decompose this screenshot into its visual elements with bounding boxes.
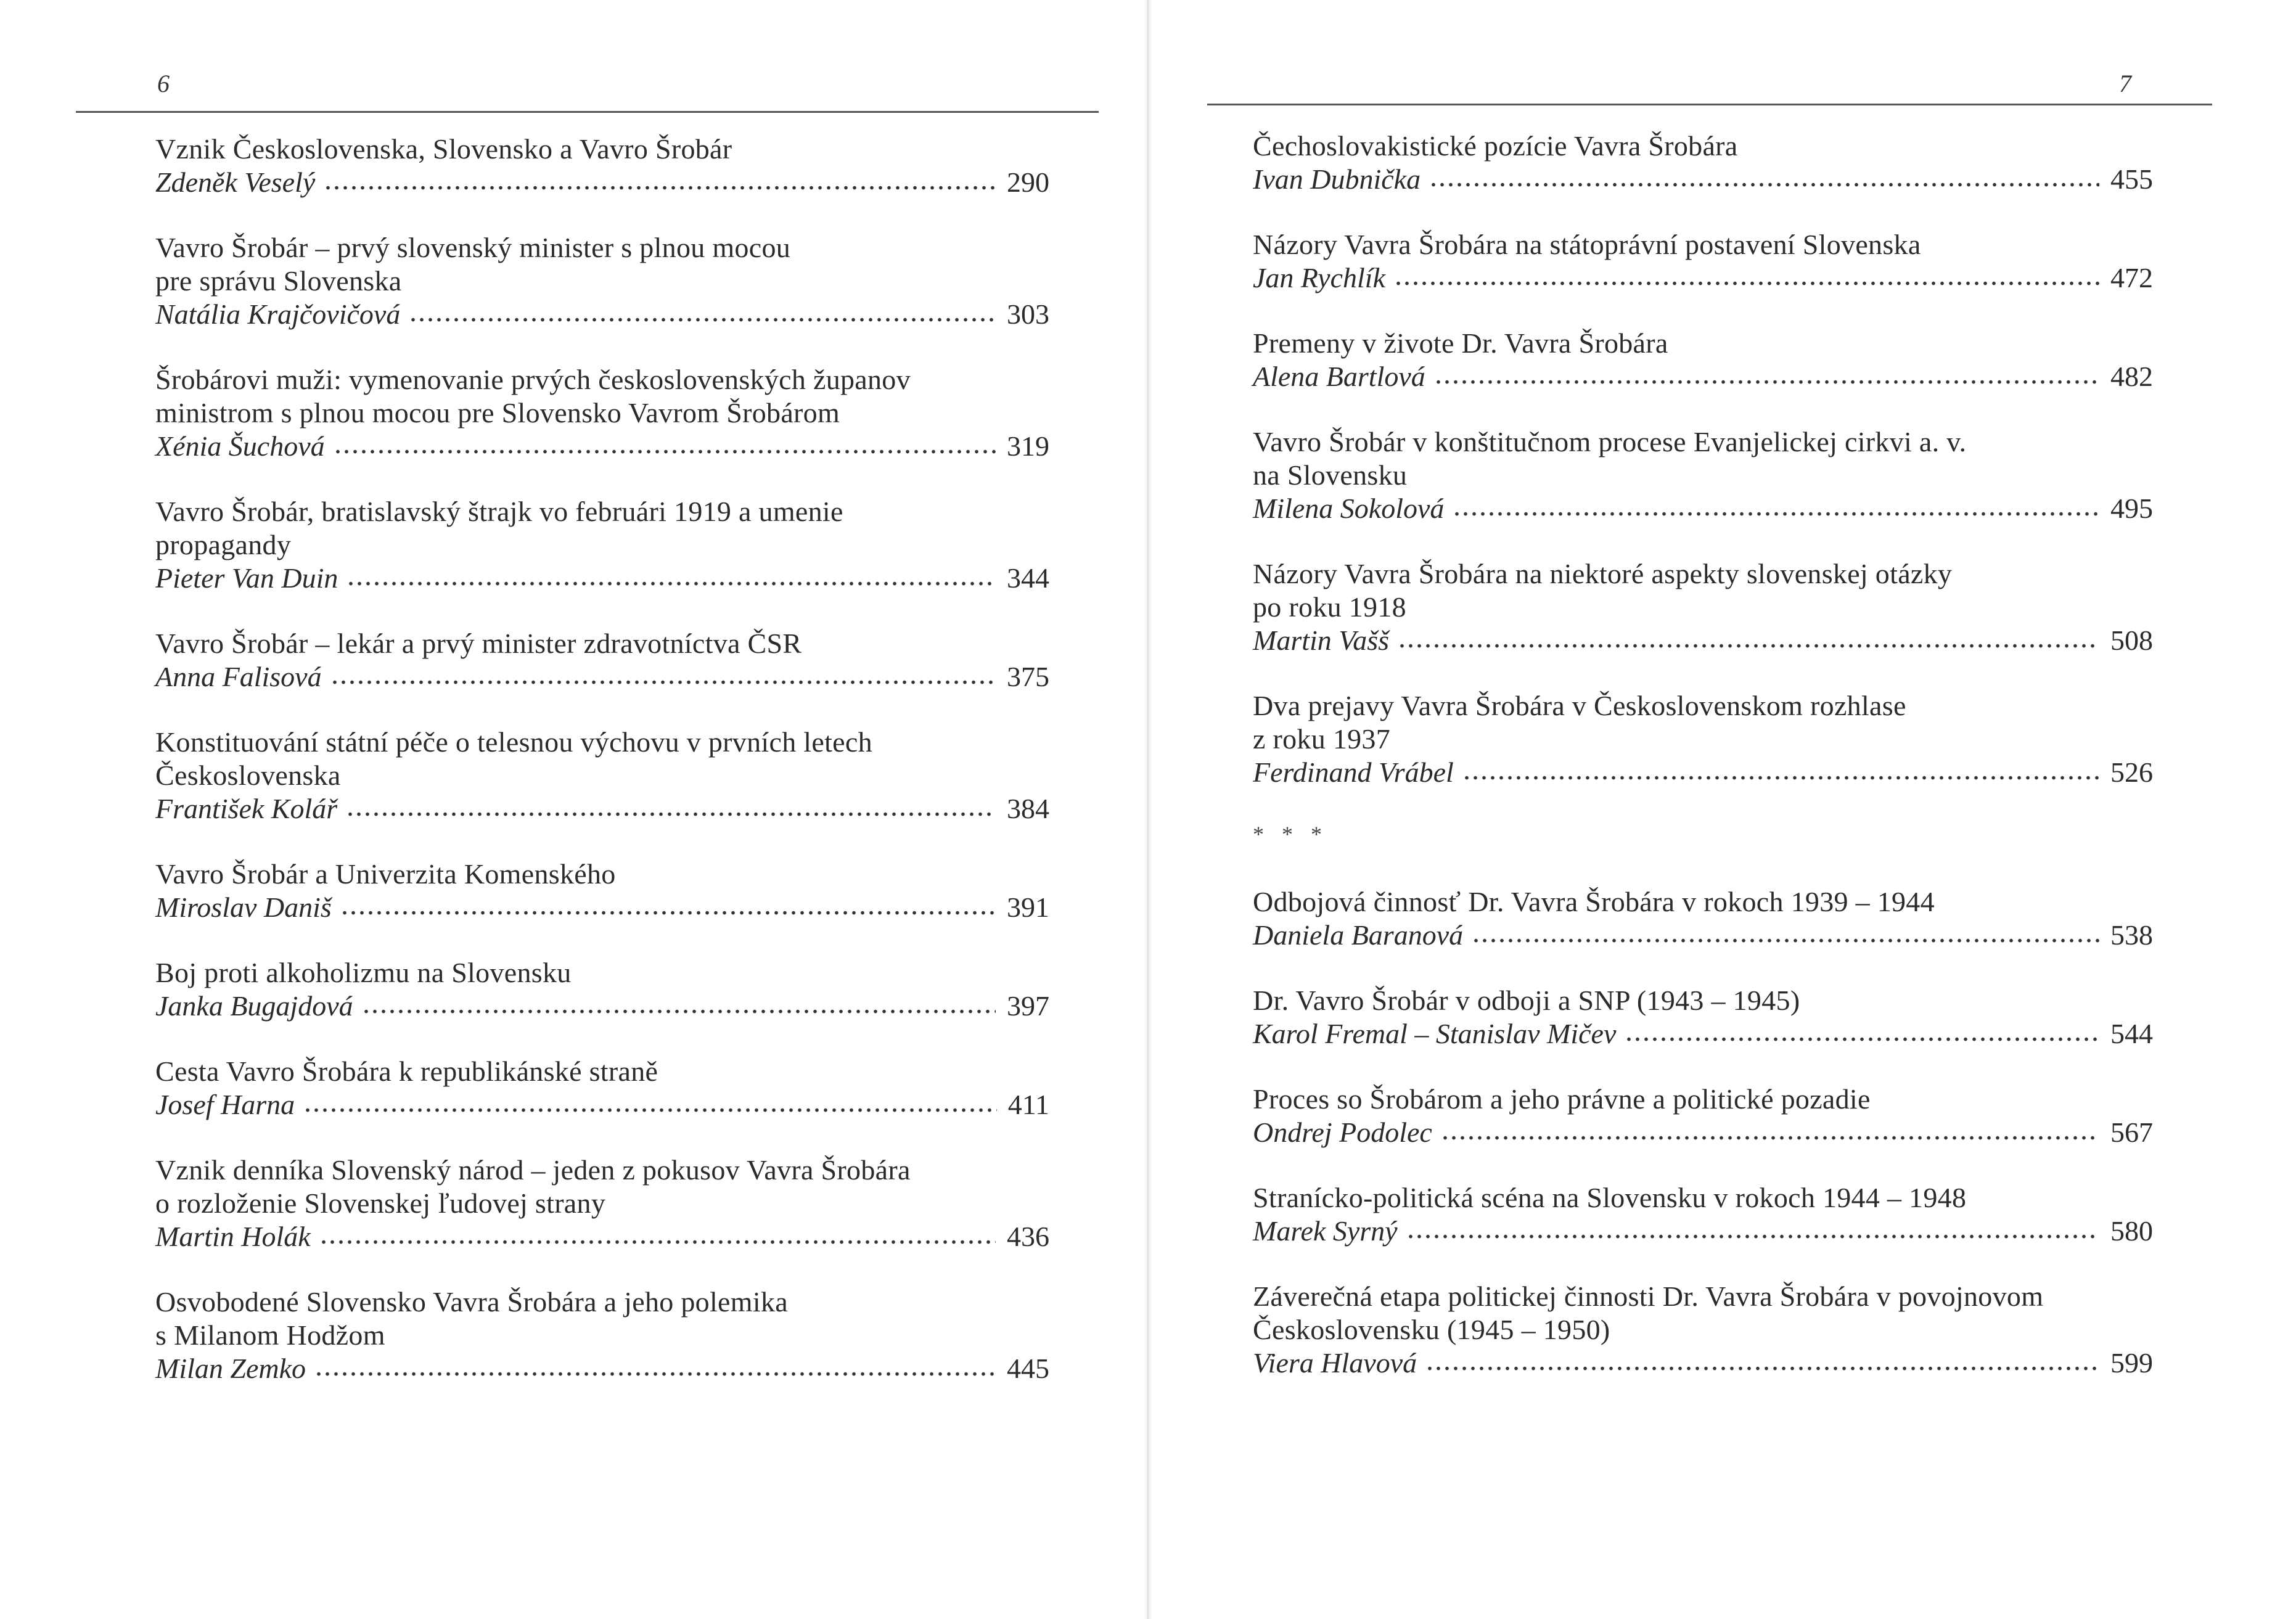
toc-entry[interactable] [155, 1154, 1049, 1253]
dot-leader [1398, 643, 2099, 649]
entry-author: František Kolář [155, 793, 338, 824]
dot-leader [1434, 379, 2099, 385]
entry-title-line: Proces so Šrobárom a jeho právne a politické pozadie [1253, 1083, 1871, 1115]
entry-author: Ivan Dubnička [1253, 163, 1421, 195]
dot-leader [346, 581, 996, 586]
toc-entry[interactable] [155, 627, 1049, 694]
entry-title-line: po roku 1918 [1253, 591, 1406, 623]
header-rule [76, 111, 1099, 113]
entry-author-row [1253, 360, 2153, 393]
entry-page-number: 375 [1007, 661, 1049, 692]
page-number: 6 [157, 70, 170, 97]
entry-author-row [155, 1088, 1049, 1121]
dot-leader [330, 679, 996, 685]
entry-author-row [155, 792, 1049, 826]
entry-page-number: 526 [2110, 756, 2153, 788]
entry-author-row [155, 430, 1049, 463]
dot-leader [1625, 1036, 2099, 1042]
entry-author: Janka Bugajdová [155, 990, 353, 1022]
toc-group-before-separator [1253, 129, 2153, 789]
entry-title-line: s Milanom Hodžom [155, 1319, 385, 1351]
entry-page-number: 538 [2110, 919, 2153, 951]
entry-title-line: Vavro Šrobár, bratislavský štrajk vo februári 1919 a umenie [155, 496, 843, 527]
entry-title-line: Osvobodené Slovensko Vavra Šrobára a jeho polemika [155, 1286, 788, 1318]
entry-page-number: 544 [2110, 1018, 2153, 1049]
entry-title-line: o rozloženie Slovenskej ľudovej strany [155, 1187, 606, 1219]
entry-title-line: Čechoslovakistické pozície Vavra Šrobára [1253, 130, 1738, 162]
entry-author-row [155, 1220, 1049, 1253]
toc-entry[interactable] [1253, 885, 2153, 952]
entry-author: Ondrej Podolec [1253, 1117, 1432, 1148]
entry-author-row [155, 298, 1049, 331]
entry-author: Milan Zemko [155, 1353, 306, 1384]
entry-author-row [155, 166, 1049, 199]
dot-leader [1453, 511, 2099, 517]
dot-leader [1441, 1135, 2099, 1141]
entry-page-number: 445 [1007, 1353, 1049, 1384]
toc-entry[interactable] [1253, 1083, 2153, 1149]
entry-author: Zdeněk Veselý [155, 166, 316, 198]
toc-entry[interactable] [155, 1285, 1049, 1385]
entry-page-number: 599 [2110, 1347, 2153, 1379]
toc-entry[interactable] [1253, 425, 2153, 525]
entry-title-line: Šrobárovi muži: vymenovanie prvých československých županov [155, 364, 911, 395]
entry-author-row [155, 562, 1049, 595]
dot-leader [303, 1107, 997, 1113]
entry-author-row [1253, 492, 2153, 525]
entry-author: Pieter Van Duin [155, 562, 338, 594]
entry-author-row [1253, 1116, 2153, 1149]
toc-entry[interactable] [155, 363, 1049, 463]
entry-author: Marek Syrný [1253, 1215, 1398, 1247]
entry-author: Natália Krajčovičová [155, 298, 401, 330]
entry-page-number: 397 [1007, 990, 1049, 1022]
entry-title-line: pre správu Slovenska [155, 265, 402, 297]
entry-author: Ferdinand Vrábel [1253, 756, 1454, 788]
entry-page-number: 391 [1007, 891, 1049, 923]
toc-entry[interactable] [1253, 327, 2153, 393]
entry-author-row [1253, 261, 2153, 295]
entry-author: Miroslav Daniš [155, 891, 332, 923]
entry-page-number: 495 [2110, 493, 2153, 524]
entry-author: Karol Fremal – Stanislav Mičev [1253, 1018, 1617, 1049]
entry-page-number: 344 [1007, 562, 1049, 594]
entry-page-number: 303 [1007, 298, 1049, 330]
entry-title-line: Vavro Šrobár a Univerzita Komenského [155, 858, 616, 890]
dot-leader [1462, 775, 2099, 781]
entry-page-number: 472 [2110, 262, 2153, 293]
toc-entry[interactable] [155, 1055, 1049, 1121]
entry-page-number: 455 [2110, 163, 2153, 195]
left-page [0, 0, 1147, 1619]
entry-title-line: Názory Vavra Šrobára na státoprávní postavení Slovenska [1253, 229, 1921, 260]
table-of-contents-right [1253, 129, 2153, 1412]
entry-author: Daniela Baranová [1253, 919, 1464, 951]
entry-title-line: Československu (1945 – 1950) [1253, 1314, 1610, 1345]
toc-entry[interactable] [1253, 689, 2153, 789]
dot-leader [324, 185, 996, 191]
dot-leader [1472, 938, 2099, 943]
page-number: 7 [2119, 70, 2131, 97]
entry-title-line: Boj proti alkoholizmu na Slovensku [155, 957, 572, 988]
entry-title-line: na Slovensku [1253, 459, 1408, 491]
dot-leader [1394, 281, 2099, 286]
section-separator: * * * [1253, 822, 1328, 846]
toc-group-after-separator [1253, 885, 2153, 1380]
entry-author-row [155, 1352, 1049, 1385]
toc-entry[interactable] [1253, 557, 2153, 657]
entry-author: Anna Falisová [155, 661, 322, 692]
toc-entry[interactable] [155, 956, 1049, 1023]
entry-title-line: Záverečná etapa politickej činnosti Dr. Vavra Šrobára v povojnovom [1253, 1281, 2044, 1312]
toc-entry[interactable] [1253, 1181, 2153, 1248]
right-page [1148, 0, 2296, 1619]
toc-entry[interactable] [155, 858, 1049, 924]
entry-title-line: Vznik denníka Slovenský národ – jeden z pokusov Vavra Šrobára [155, 1154, 911, 1186]
toc-entry[interactable] [155, 231, 1049, 331]
entry-title-line: Konstituování státní péče o telesnou výchovu v prvních letech [155, 726, 872, 758]
entry-page-number: 508 [2110, 625, 2153, 656]
entry-title-line: Vavro Šrobár – lekár a prvý minister zdravotníctva ČSR [155, 628, 802, 659]
entry-title-line: Odbojová činnosť Dr. Vavra Šrobára v rokoch 1939 – 1944 [1253, 886, 1935, 917]
entry-page-number: 290 [1007, 166, 1049, 198]
entry-author-row [1253, 1017, 2153, 1051]
entry-author-row [1253, 756, 2153, 789]
toc-entry[interactable] [1253, 1280, 2153, 1380]
toc-entry[interactable] [155, 133, 1049, 199]
entry-author: Xénia Šuchová [155, 430, 325, 462]
entry-page-number: 411 [1007, 1089, 1049, 1120]
entry-author: Martin Holák [155, 1221, 311, 1252]
dot-leader [314, 1371, 996, 1377]
entry-author-row [1253, 1215, 2153, 1248]
dot-leader [362, 1009, 996, 1014]
entry-page-number: 319 [1007, 430, 1049, 462]
entry-author-row [155, 990, 1049, 1023]
dot-leader [1425, 1366, 2099, 1371]
table-of-contents-left [155, 133, 1049, 1417]
entry-author-row [155, 660, 1049, 694]
toc-entry[interactable] [155, 495, 1049, 595]
entry-title-line: Stranícko-politická scéna na Slovensku v rokoch 1944 – 1948 [1253, 1182, 1967, 1213]
entry-title-line: ministrom s plnou mocou pre Slovensko Vavrom Šrobárom [155, 397, 840, 428]
dot-leader [1406, 1234, 2099, 1239]
entry-author: Martin Vašš [1253, 625, 1390, 656]
entry-author: Alena Bartlová [1253, 361, 1425, 392]
dot-leader [1429, 182, 2099, 187]
entry-title-line: propagandy [155, 529, 292, 560]
entry-author: Jan Rychlík [1253, 262, 1385, 293]
toc-entry[interactable] [1253, 984, 2153, 1051]
entry-title-line: Premeny v živote Dr. Vavra Šrobára [1253, 327, 1668, 359]
entry-author-row [1253, 1346, 2153, 1380]
dot-leader [346, 811, 996, 817]
toc-entry[interactable] [1253, 228, 2153, 295]
entry-author-row [1253, 624, 2153, 657]
entry-page-number: 482 [2110, 361, 2153, 392]
dot-leader [340, 910, 996, 916]
entry-title-line: Československa [155, 760, 341, 791]
toc-entry[interactable] [1253, 129, 2153, 196]
entry-author-row [1253, 163, 2153, 196]
entry-author: Josef Harna [155, 1089, 295, 1120]
entry-title-line: Dva prejavy Vavra Šrobára v Československom rozhlase [1253, 690, 1906, 721]
entry-title-line: Vavro Šrobár – prvý slovenský minister s plnou mocou [155, 232, 791, 263]
header-rule [1207, 104, 2212, 105]
entry-page-number: 580 [2110, 1215, 2153, 1247]
entry-title-line: z roku 1937 [1253, 723, 1391, 755]
entry-title-line: Názory Vavra Šrobára na niektoré aspekty slovenskej otázky [1253, 558, 1953, 589]
entry-title-line: Vavro Šrobár v konštitučnom procese Evanjelickej cirkvi a. v. [1253, 426, 1967, 457]
toc-entry[interactable] [155, 726, 1049, 826]
dot-leader [334, 449, 996, 454]
entry-author-row [155, 891, 1049, 924]
entry-author: Viera Hlavová [1253, 1347, 1417, 1379]
entry-page-number: 567 [2110, 1117, 2153, 1148]
entry-page-number: 384 [1007, 793, 1049, 824]
entry-title-line: Cesta Vavro Šrobára k republikánské straně [155, 1055, 658, 1087]
entry-author-row [1253, 919, 2153, 952]
dot-leader [409, 317, 996, 322]
entry-page-number: 436 [1007, 1221, 1049, 1252]
entry-author: Milena Sokolová [1253, 493, 1445, 524]
entry-title-line: Dr. Vavro Šrobár v odboji a SNP (1943 – 1945) [1253, 985, 1800, 1016]
dot-leader [319, 1239, 996, 1245]
entry-title-line: Vznik Československa, Slovensko a Vavro Šrobár [155, 133, 732, 165]
